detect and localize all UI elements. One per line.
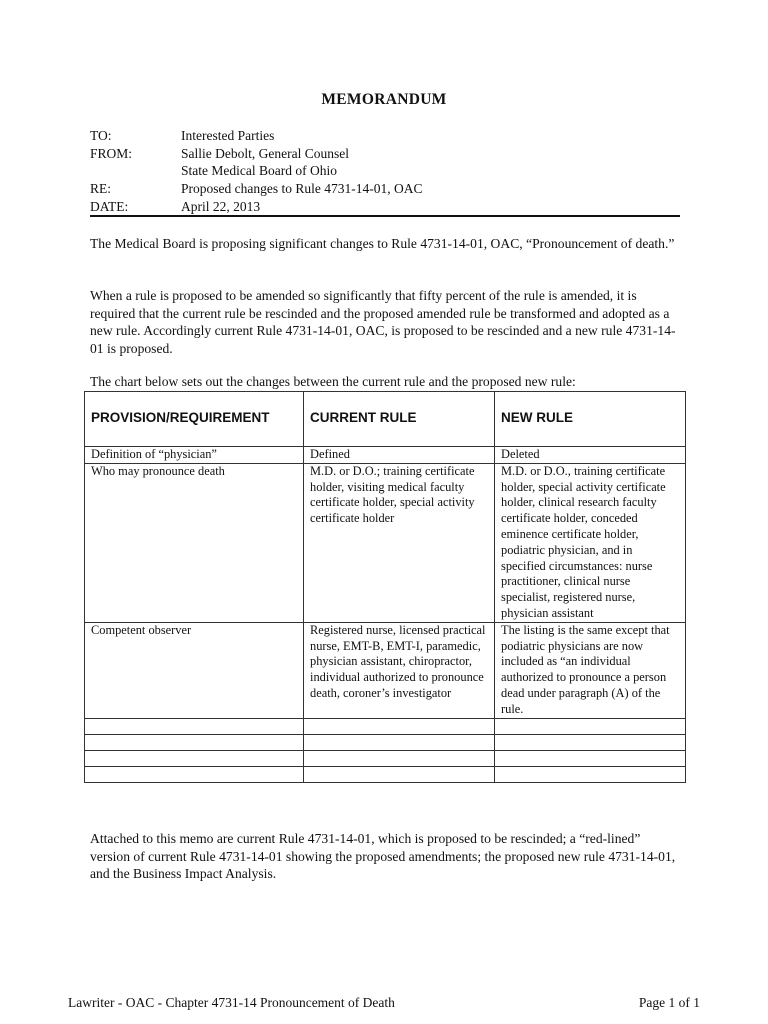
empty-cell	[495, 734, 686, 750]
header-current-rule: CURRENT RULE	[304, 392, 495, 447]
paragraph-rescind: When a rule is proposed to be amended so significantly that fifty percent of the rule is amended, it is required that the current rule be rescinded and the proposed amended rule be transformed and adopted as a new rule. Accordingly current Rule 4731-14-01, OAC, is proposed to be rescinded and a new rule 4731-14-01 is proposed.	[90, 288, 676, 356]
footer-page-number: Page 1 of 1	[638, 995, 700, 1010]
to-label: TO:	[90, 128, 112, 143]
re-value: Proposed changes to Rule 4731-14-01, OAC	[181, 181, 423, 196]
re-label: RE:	[90, 181, 112, 196]
table-cell: The listing is the same except that podiatric physicians are now included as “an individual authorized to pronounce a person dead under paragraph (A) of the rule.	[495, 622, 686, 718]
table-row	[85, 622, 686, 718]
table-cell: Deleted	[495, 447, 686, 464]
footer-source: Lawriter - OAC - Chapter 4731-14 Pronouncement of Death	[68, 995, 395, 1010]
empty-cell	[495, 718, 686, 734]
table-cell: Definition of “physician”	[85, 447, 304, 464]
empty-cell	[85, 766, 304, 782]
changes-table	[84, 391, 686, 783]
table-cell: Competent observer	[85, 622, 304, 718]
empty-cell	[304, 734, 495, 750]
empty-cell	[304, 766, 495, 782]
empty-table-row	[85, 766, 686, 782]
table-cell: M.D. or D.O.; training certificate holder, visiting medical faculty certificate holder, special activity certificate holder	[304, 463, 495, 622]
paragraph-chart-intro: The chart below sets out the changes between the current rule and the proposed new rule:	[90, 374, 576, 389]
header-divider	[90, 215, 680, 217]
empty-cell	[85, 750, 304, 766]
table-cell: Defined	[304, 447, 495, 464]
header-new-rule: NEW RULE	[495, 392, 686, 447]
table-cell: Registered nurse, licensed practical nurse, EMT-B, EMT-I, paramedic, physician assistant, chiropractor, individual authorized to pronounce death, coroner’s investigator	[304, 622, 495, 718]
empty-table-row	[85, 750, 686, 766]
paragraph-intro: The Medical Board is proposing significant changes to Rule 4731-14-01, OAC, “Pronouncement of death.”	[90, 236, 675, 251]
empty-cell	[85, 734, 304, 750]
empty-cell	[85, 718, 304, 734]
empty-table-row	[85, 734, 686, 750]
empty-cell	[495, 750, 686, 766]
table-cell: Who may pronounce death	[85, 463, 304, 622]
header-provision: PROVISION/REQUIREMENT	[85, 392, 304, 447]
table-header-row	[85, 392, 686, 447]
empty-cell	[304, 718, 495, 734]
empty-cell	[304, 750, 495, 766]
empty-table-row	[85, 718, 686, 734]
from-value-name: Sallie Debolt, General Counsel	[181, 146, 349, 161]
date-label: DATE:	[90, 199, 129, 214]
empty-cell	[495, 766, 686, 782]
table-row	[85, 447, 686, 464]
table-cell: M.D. or D.O., training certificate holder, special activity certificate holder, clinical research faculty certificate holder, conceded eminence certificate holder, podiatric physician, and in specified circumstances: nurse practitioner, clinical nurse specialist, registered nurse, physician assistant	[495, 463, 686, 622]
paragraph-attachments: Attached to this memo are current Rule 4731-14-01, which is proposed to be rescinded; a “red-lined” version of current Rule 4731-14-01 showing the proposed amendments; the proposed new rule 4731-14-01, and the Business Impact Analysis.	[90, 831, 676, 882]
from-value-org: State Medical Board of Ohio	[181, 163, 337, 178]
to-value: Interested Parties	[181, 128, 275, 143]
table-row	[85, 463, 686, 622]
date-value: April 22, 2013	[181, 199, 261, 214]
from-label: FROM:	[90, 146, 133, 161]
memo-title: MEMORANDUM	[321, 91, 447, 108]
